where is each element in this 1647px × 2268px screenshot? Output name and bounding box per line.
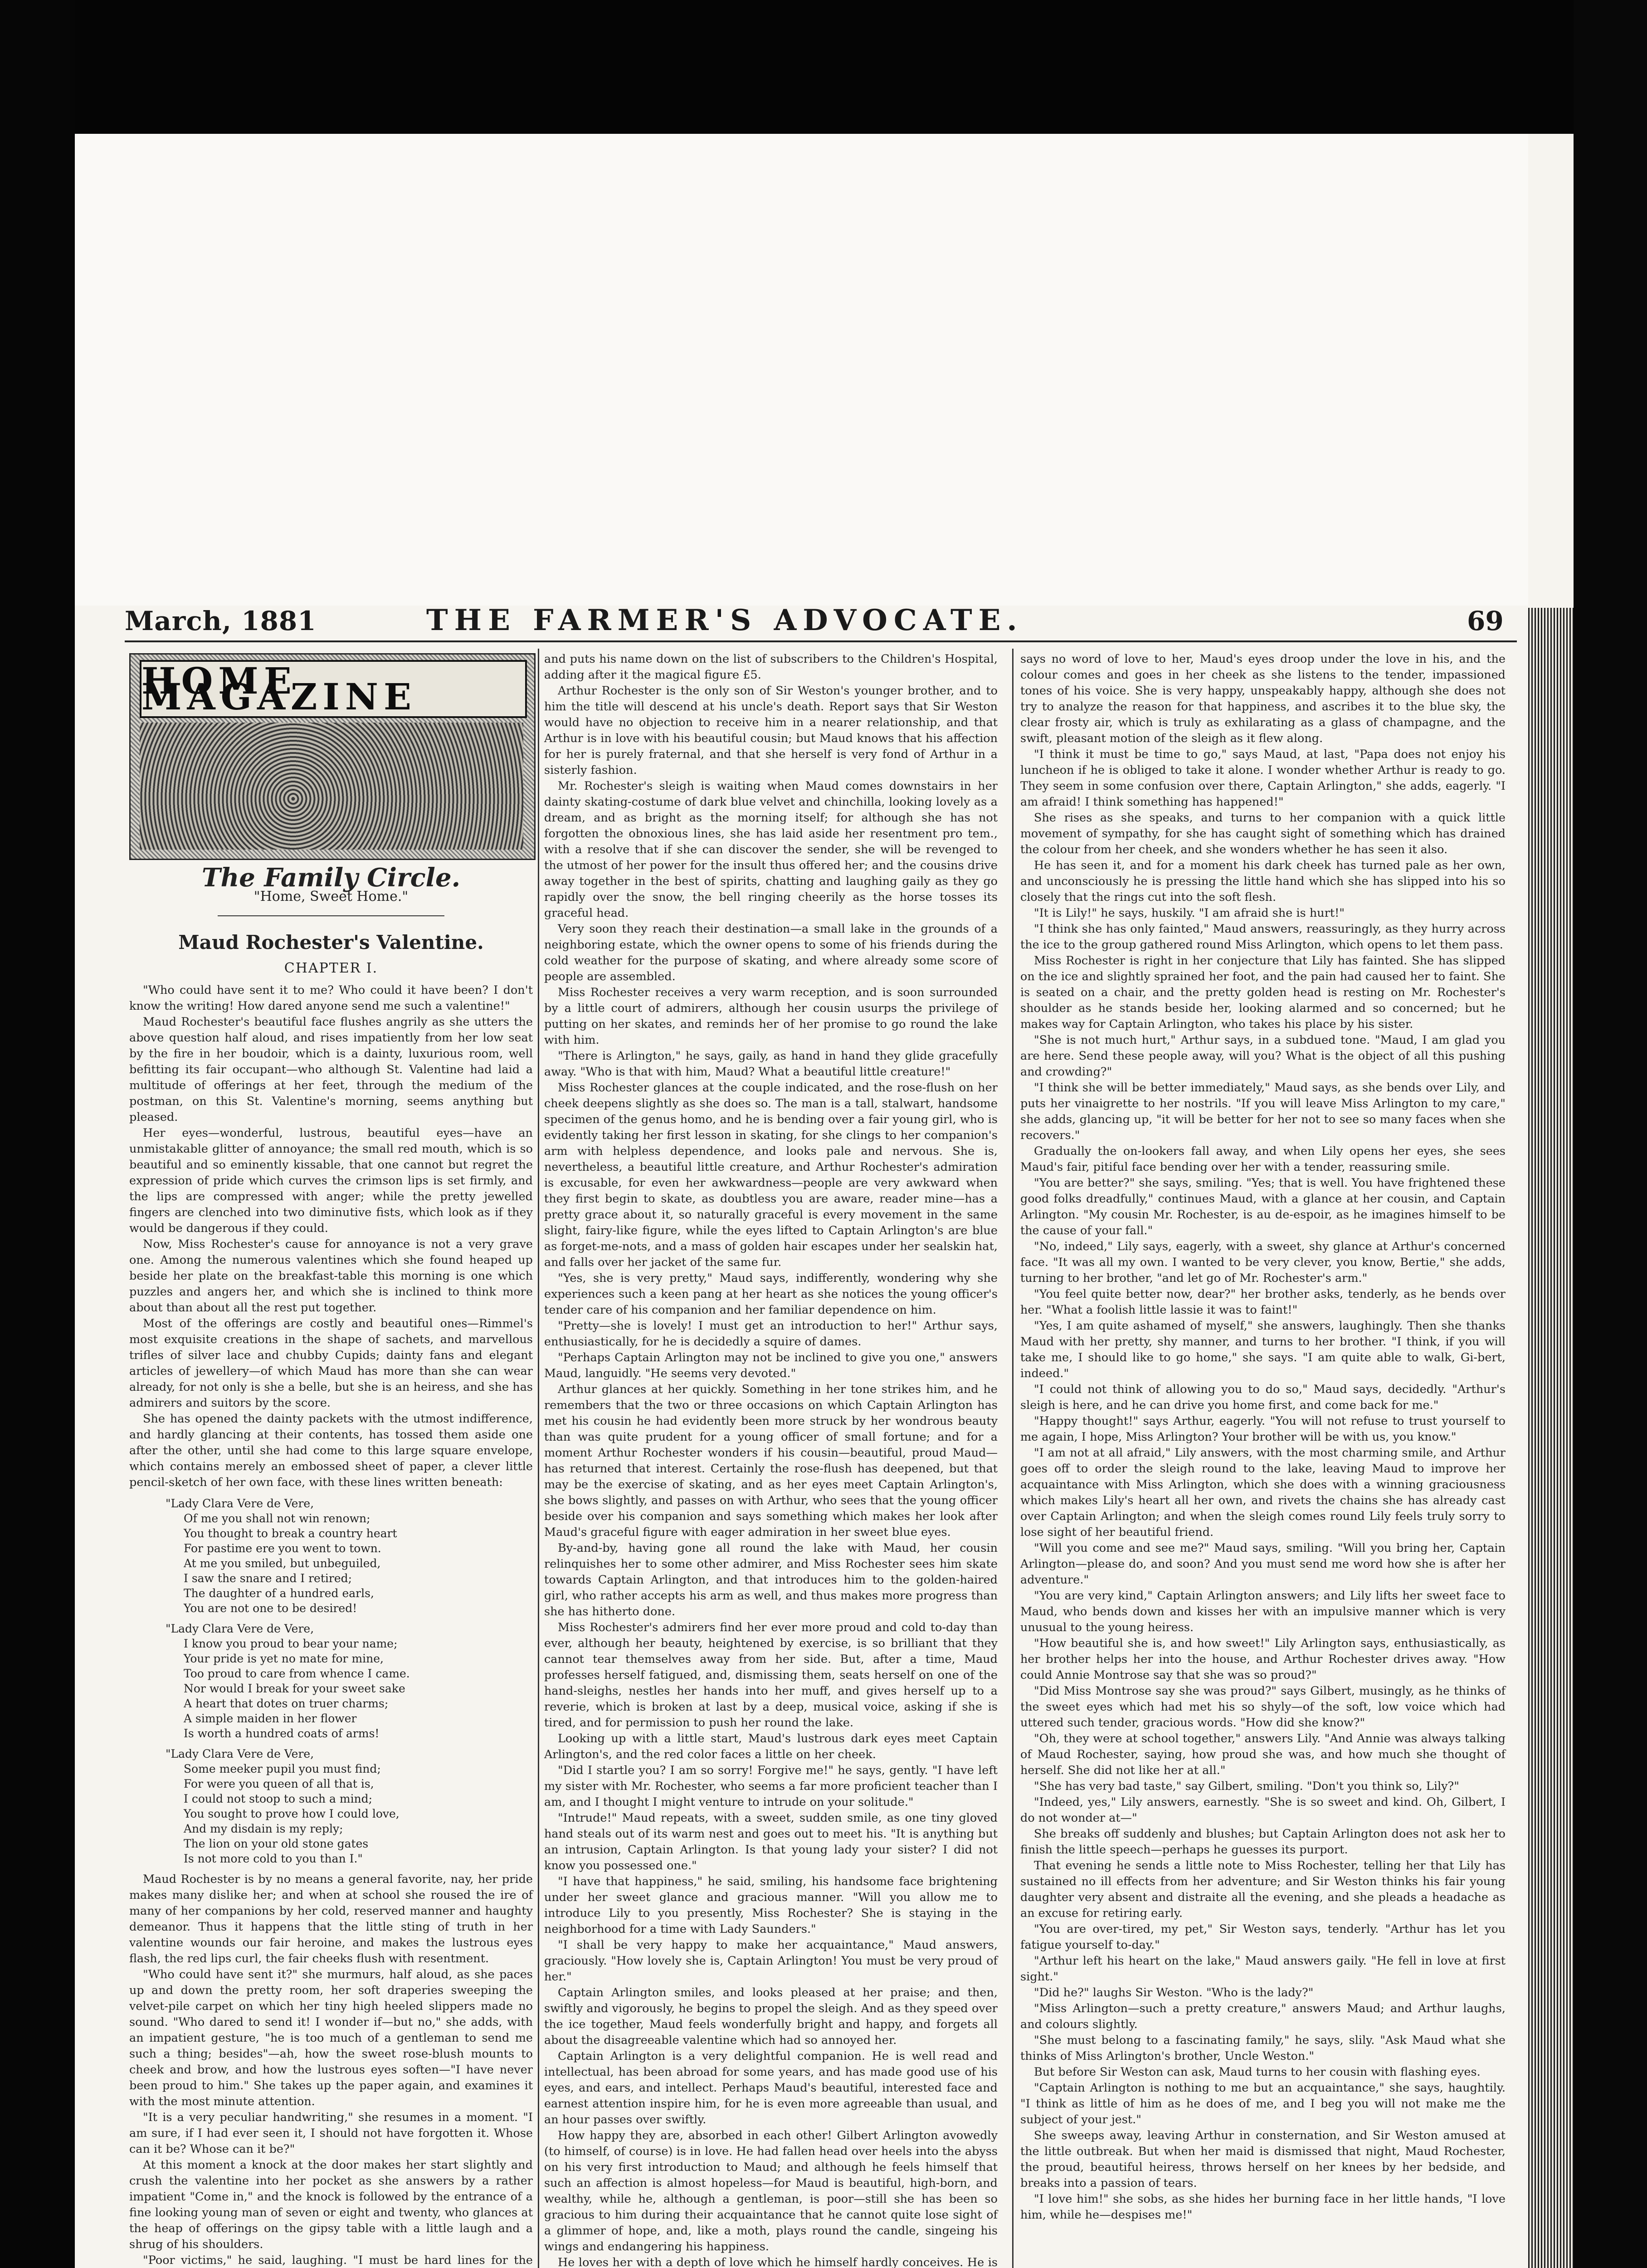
divider (218, 915, 444, 916)
paragraph: "I am not at all afraid," Lily answers, with the most charming smile, and Arthur goes off to order the sleigh round to the lake, leaving Maud to improve her acquaintance with Miss Arlington, which she does with a winning graciousness which makes Lily's heart all her own, and rivets the chains she has already cast over Captain Arlington; and when the sleigh comes round Lily feels truly sorry to lose sight of her beautiful friend. (1020, 1446, 1506, 1539)
chapter-heading: CHAPTER I. (284, 960, 378, 976)
paragraph: "I shall be very happy to make her acquaintance," Maud answers, graciously. "How lovely she is, Captain Arlington! You must be very proud of her." (544, 1938, 998, 1984)
paragraph: "She must belong to a fascinating family," he says, slily. "Ask Maud what she thinks of Miss Arlington's brother, Uncle Weston." (1020, 2033, 1506, 2063)
paragraph: "Oh, they were at school together," answers Lily. "And Annie was always talking of Maud Rochester, saying, how proud she was, and how much she thought of herself. She did not like her at all." (1020, 1732, 1506, 1777)
paragraph: "Captain Arlington is nothing to me but an acquaintance," she says, haughtily. "I think as little of him as he does of me, and I beg you will not make me the subject of your jest." (1020, 2081, 1506, 2126)
paragraph: "Did I startle you? I am so sorry! Forgive me!" he says, gently. "I have left my sister with Mr. Rochester, who seems a far more proficient teacher than I am, and I thought I might venture to intrude on your solitude." (544, 1764, 998, 1809)
paragraph: Looking up with a little start, Maud's lustrous dark eyes meet Captain Arlington's, and the red color faces a little on her cheek. (544, 1732, 998, 1761)
paragraph: "Arthur left his heart on the lake," Maud answers gaily. "He fell in love at first sight." (1020, 1954, 1506, 1984)
section-motto: "Home, Sweet Home." (253, 889, 409, 904)
paragraph: Most of the offerings are costly and beautiful ones—Rimmel's most exquisite creations in the shape of sachets, and marvellous trifles of silver lace and chubby Cupids; dainty fans and elegant articles of jewellery—of which Maud has more than she can wear already, for not only is she a belle, but she is an heiress, and she has admirers and suitors by the score. (129, 1317, 533, 1410)
verse-line: You thought to break a country heart (184, 1527, 397, 1540)
masthead-illustration (140, 723, 523, 850)
paragraph: Miss Rochester's admirers find her ever more proud and cold to-day than ever, although her beauty, heightened by exercise, is so brilliant that they cannot tear themselves away from her side. But, after a time, Maud professes herself fatigued, and, dismissing them, seats herself on one of the hand-sleighs, nestles her hands into her muff, and gives herself up to a reverie, which is broken at last by a deep, musical voice, asking if she is tired, and for permission to push her round the lake. (544, 1621, 998, 1730)
verse-line: You sought to prove how I could love, (184, 1807, 400, 1820)
paragraph: "There is Arlington," he says, gaily, as hand in hand they glide gracefully away. "Who is that with him, Maud? What a beautiful little creature!" (544, 1049, 998, 1079)
verse-line: The daughter of a hundred earls, (184, 1587, 374, 1600)
verse-line: You are not one to be desired! (184, 1602, 357, 1615)
paragraph: Captain Arlington is a very delightful companion. He is well read and intellectual, has been abroad for some years, and has made good use of his eyes, and ears, and intellect. Perhaps Maud's beautiful, interested face and earnest attention inspire him, for he is even more agreeable than usual, and an hour passes over swiftly. (544, 2049, 998, 2126)
verse-line: "Lady Clara Vere de Vere, (166, 1747, 314, 1760)
paragraph: "Pretty—she is lovely! I must get an introduction to her!" Arthur says, enthusiastically, for he is decidedly a squire of dames. (544, 1319, 998, 1349)
paragraph: "Happy thought!" says Arthur, eagerly. "You will not refuse to trust yourself to me again, I hope, Miss Arlington? Your brother will be with us, you know." (1020, 1414, 1506, 1444)
paragraph: "Miss Arlington—such a pretty creature," answers Maud; and Arthur laughs, and colours slightly. (1020, 2002, 1506, 2031)
column-1 (129, 649, 533, 2268)
book-spine-edge (1528, 608, 1574, 2268)
paragraph: Captain Arlington smiles, and looks pleased at her praise; and then, swiftly and vigorously, he begins to propel the sleigh. And as they speed over the ice together, Maud feels wonderfully bright and happy, and forgets all about the disagreeable valentine which had so annoyed her. (544, 1986, 998, 2047)
paragraph: "I could not think of allowing you to do so," Maud says, decidedly. "Arthur's sleigh is here, and he can drive you home first, and come back for me." (1020, 1383, 1506, 1412)
paragraph: "Will you come and see me?" Maud says, smiling. "Will you bring her, Captain Arlington—please do, and soon? And you must send me word how she is after her adventure." (1020, 1541, 1506, 1587)
paragraph: "Yes, I am quite ashamed of myself," she answers, laughingly. Then she thanks Maud with her pretty, shy manner, and turns to her brother. "I think, if you will take me, I should like to go home," she says. "I am quite able to walk, Gi-bert, indeed." (1020, 1319, 1506, 1380)
masthead-banner: HOME MAGAZINE (140, 660, 527, 718)
verse-line: Of me you shall not win renown; (184, 1512, 370, 1525)
paragraph: He loves her with a depth of love which he himself hardly conceives. He is (558, 2256, 998, 2268)
paragraph: Mr. Rochester's sleigh is waiting when Maud comes downstairs in her dainty skating-costume of dark blue velvet and chinchilla, looking lovely as a dream, and as bright as the morning itself; for although she has not forgotten the obnoxious lines, she has laid aside her resentment pro tem., with a resolve that if she can discover the sender, she will be revenged to the utmost of her power for the insult thus offered her; and the cousins drive away together in the best of spirits, chatting and laughing gaily as they go rapidly over the snow, the bell ringing cheerily as the horse tosses its graceful head. (544, 779, 998, 920)
paragraph: Miss Rochester glances at the couple indicated, and the rose-flush on her cheek deepens slightly as she does so. The man is a tall, stalwart, handsome specimen of the genus homo, and he is bending over a fair young girl, who is evidently taking her first lesson in skating, for she clings to her companion's arm with helpless dependence, and looks pale and nervous. She is, nevertheless, a beautiful little creature, and Arthur Rochester's admiration is excusable, for even her awkwardness—people are very awkward when they first begin to skate, as doubtless you are aware, reader mine—has a pretty grace about it, so naturally graceful is every movement in the same slight, fairy-like figure, while the eyes lifted to Captain Arlington's are blue as forget-me-nots, and a mass of golden hair escapes under her sealskin hat, and falls over her jacket of the same fur. (544, 1081, 998, 1269)
paragraph: and puts his name down on the list of subscribers to the Children's Hospital, adding after it the magical figure £5. (544, 652, 998, 682)
verse-line: "Lady Clara Vere de Vere, (166, 1622, 314, 1635)
paragraph: But before Sir Weston can ask, Maud turns to her cousin with flashing eyes. (1034, 2065, 1481, 2079)
microfilm-border-top (0, 0, 1647, 134)
paragraph: How happy they are, absorbed in each other! Gilbert Arlington avowedly (to himself, of course) is in love. He had fallen head over heels into the abyss on his very first introduction to Maud; and although he feels himself that such an affection is almost hopeless—for Maud is beautiful, high-born, and wealthy, while he, although a gentleman, is poor—still she has been so gracious to him during their acquaintance that he cannot quite lose sight of a glimmer of hope, and, like a moth, plays round the candle, singeing his wings and endangering his happiness. (544, 2129, 998, 2253)
paragraph: "I think she will be better immediately," Maud says, as she bends over Lily, and puts her vinaigrette to her nostrils. "If you will leave Miss Arlington to my care," she adds, glancing up, "it will be better for her not to see so many faces when she recovers." (1020, 1081, 1506, 1142)
paragraph: "Yes, she is very pretty," Maud says, indifferently, wondering why she experiences such a keen pang at her heart as she notices the young officer's tender care of his companion and her familiar dependence on him. (544, 1271, 998, 1317)
paragraph: That evening he sends a little note to Miss Rochester, telling her that Lily has sustained no ill effects from her adventure; and Sir Weston thinks his fair young daughter very absent and distraite all the evening, and she pleads a headache as an excuse for retiring early. (1020, 1859, 1506, 1920)
paragraph: "It is a very peculiar handwriting," she resumes in a moment. "I am sure, if I had ever seen it, I should not have forgotten it. Whose can it be? Whose can it be?" (129, 2111, 533, 2156)
paragraph: She sweeps away, leaving Arthur in consternation, and Sir Weston amused at the little outbreak. But when her maid is dismissed that night, Maud Rochester, the proud, beautiful heiress, throws herself on her knees by her bedside, and breaks into a passion of tears. (1020, 2129, 1506, 2190)
verse-line: Is not more cold to you than I." (184, 1852, 363, 1865)
paragraph: Gradually the on-lookers fall away, and when Lily opens her eyes, she sees Maud's fair, pitiful face bending over her with a tender, reassuring smile. (1020, 1144, 1506, 1174)
paragraph: She rises as she speaks, and turns to her companion with a quick little movement of sympathy, for she has caught sight of something which has drained the colour from her cheek, and she wonders whether he has seen it also. (1020, 811, 1506, 856)
paragraph: At this moment a knock at the door makes her start slightly and crush the valentine into her pocket as she answers by a rather impatient "Come in," and the knock is followed by the entrance of a fine looking young man of seven or eight and twenty, who glances at the heap of offerings on the gipsy table with a little laugh and a shrug of his shoulders. (129, 2158, 533, 2251)
paragraph: Arthur Rochester is the only son of Sir Weston's younger brother, and to him the title will descend at his uncle's death. Report says that Sir Weston would have no objection to receive him in a nearer relationship, and that Arthur is in love with his beautiful cousin; but Maud knows that his affection for her is purely fraternal, and that she herself is very fond of Arthur in a sisterly fashion. (544, 684, 998, 777)
paragraph: She breaks off suddenly and blushes; but Captain Arlington does not ask her to finish the little speech—perhaps he guesses its purport. (1020, 1827, 1506, 1857)
paragraph: "Did Miss Montrose say she was proud?" says Gilbert, musingly, as he thinks of the sweet eyes which had met his so shyly—of the soft, low voice which had uttered such tender, gracious words. "How did she know?" (1020, 1684, 1506, 1730)
paragraph: She has opened the dainty packets with the utmost indifference, and hardly glancing at their contents, has tossed them aside one after the other, until she had come to this large square envelope, which contains merely an embossed sheet of paper, a clever little pencil-sketch of her own face, with these lines written beneath: (129, 1412, 533, 1489)
verse-line: At me you smiled, but unbeguiled, (184, 1557, 381, 1570)
paragraph: Miss Rochester receives a very warm reception, and is soon surrounded by a little court of admirers, although her cousin usurps the privilege of putting on her skates, and reminds her of her promise to go round the lake with him. (544, 986, 998, 1047)
paragraph: "She is not much hurt," Arthur says, in a subdued tone. "Maud, I am glad you are here. Send these people away, will you? What is the object of all this pushing and crowding?" (1020, 1033, 1506, 1079)
paragraph: "Perhaps Captain Arlington may not be inclined to give you one," answers Maud, languidly. "He seems very devoted." (544, 1351, 998, 1380)
verse-line: Your pride is yet no mate for mine, (184, 1652, 384, 1665)
verse-line: For pastime ere you went to town. (184, 1542, 381, 1555)
microfilm-border-left (0, 0, 75, 2268)
verse-line: A heart that dotes on truer charms; (184, 1697, 389, 1710)
verse-line: For were you queen of all that is, (184, 1777, 374, 1790)
story-title: Maud Rochester's Valentine. (178, 931, 484, 953)
poem-stanza-1 (166, 1496, 533, 1616)
microfilm-border-right (1574, 0, 1647, 2268)
home-magazine-masthead (129, 653, 536, 860)
paragraph: "I have that happiness," he said, smiling, his handsome face brightening under her sweet glance and gracious manner. "Will you allow me to introduce Lily to you presently, Miss Rochester? She is staying in the neighborhood for a time with Lady Saunders." (544, 1875, 998, 1936)
paragraph: "I think she has only fainted," Maud answers, reassuringly, as they hurry across the ice to the group gathered round Miss Arlington, which opens to let them pass. (1020, 922, 1506, 952)
paragraph: Arthur glances at her quickly. Something in her tone strikes him, and he remembers that the two or three occasions on which Captain Arlington has met his cousin he had evidently been more struck by her wondrous beauty than was quite prudent for a young officer of small fortune; and for a moment Arthur Rochester wonders if his cousin—beautiful, proud Maud—has returned that interest. Certainly the rose-flush has deepened, but that may be the exercise of skating, and as her eyes meet Captain Arlington's, she bows slightly, and passes on with Arthur, who sees that the young officer beside over his companion and says something which makes her look after Maud's graceful figure with eager admiration in her sweet blue eyes. (544, 1383, 998, 1539)
verse-line: The lion on your old stone gates (184, 1837, 369, 1850)
section-title: The Family Circle. (201, 863, 461, 893)
page-number: 69 (1467, 606, 1504, 636)
paragraph: He has seen it, and for a moment his dark cheek has turned pale as her own, and unconsciously he is pressing the little hand which she has slipped into his so closely that the rings cut into the soft flesh. (1020, 859, 1506, 904)
header-rule (125, 640, 1517, 642)
paragraph: "I think it must be time to go," says Maud, at last, "Papa does not enjoy his luncheon if he is obliged to take it alone. I wonder whether Arthur is ready to go. They seem in some confusion over there, Captain Arlington," she adds, eagerly. "I am afraid! I think something has happened!" (1020, 748, 1506, 809)
paragraph: "No, indeed," Lily says, eagerly, with a sweet, shy glance at Arthur's concerned face. "It was all my own. I wanted to be very clever, you know, Bertie," she adds, turning to her brother, "and let go of Mr. Rochester's arm." (1020, 1240, 1506, 1285)
poem-stanza-3 (166, 1746, 533, 1866)
paragraph: "Intrude!" Maud repeats, with a sweet, sudden smile, as one tiny gloved hand steals out of its warm nest and goes out to meet his. "It is anything but an intrusion, Captain Arlington. Is that young lady your sister? I did not know you possessed one." (544, 1811, 998, 1872)
verse-line: Nor would I break for your sweet sake (184, 1682, 405, 1695)
paragraph: "She has very bad taste," say Gilbert, smiling. "Don't you think so, Lily?" (1034, 1779, 1459, 1793)
header-date: March, 1881 (125, 606, 317, 636)
verse-line: Is worth a hundred coats of arms! (184, 1727, 380, 1740)
paragraph: "Who could have sent it?" she murmurs, half aloud, as she paces up and down the pretty room, her soft draperies sweeping the velvet-pile carpet on which her tiny high heeled slippers made no sound. "Who dared to send it! I wonder if—but no," she adds, with an impatient gesture, "he is too much of a gentleman to send me such a thing; besides"—ah, how the sweet rose-blush mounts to cheek and brow, and how the lustrous eyes soften—"I have never been proud to him." She takes up the paper again, and examines it with the most minute attention. (129, 1968, 533, 2108)
paragraph: "You feel quite better now, dear?" her brother asks, tenderly, as he bends over her. "What a foolish little lassie it was to faint!" (1020, 1287, 1506, 1317)
paragraph: "Poor victims," he said, laughing. "I must be hard lines for the (143, 2253, 533, 2267)
paragraph: Now, Miss Rochester's cause for annoyance is not a very grave one. Among the numerous valentines which she found heaped up beside her plate on the breakfast-table this morning is one which puzzles and angers her, and which she is inclined to think more about than about all the rest put together. (129, 1237, 533, 1315)
verse-line: Some meeker pupil you must find; (184, 1762, 381, 1775)
paragraph: Her eyes—wonderful, lustrous, beautiful eyes—have an unmistakable glitter of annoyance; the small red mouth, which is so beautiful and so eminently kissable, that one cannot but regret the expression of pride which curves the crimson lips is set firmly, and the lips are compressed with anger; while the pretty jewelled fingers are clenched into two diminutive fists, which look as if they would be dangerous if they could. (129, 1126, 533, 1235)
paragraph: "Did he?" laughs Sir Weston. "Who is the lady?" (1034, 1986, 1314, 1999)
column-rule-2 (1012, 649, 1014, 2268)
paragraph: "Who could have sent it to me? Who could it have been? I don't know the writing! How dared anyone send me such a valentine!" (129, 983, 533, 1013)
paragraph: "Indeed, yes," Lily answers, earnestly. "She is so sweet and kind. Oh, Gilbert, I do not wonder at—" (1020, 1795, 1506, 1825)
paragraph: says no word of love to her, Maud's eyes droop under the love in his, and the colour comes and goes in her cheek as she listens to the tender, impassioned tones of his voice. She is very happy, unspeakably happy, although she does not try to analyze the reason for that happiness, and ascribes it to the blue sky, the clear frosty air, which is truly as exhilarating as a glass of champagne, and the swift, pleasant motion of the sleigh as it flew along. (1020, 652, 1506, 745)
column-2 (544, 651, 998, 2268)
column-rule-1 (538, 649, 539, 2268)
paragraph: "You are better?" she says, smiling. "Yes; that is well. You have frightened these good folks dreadfully," continues Maud, with a glance at her cousin, and Captain Arlington. "My cousin Mr. Rochester, is au de-espoir, as he imagines himself to be the cause of your fall." (1020, 1176, 1506, 1237)
verse-line: And my disdain is my reply; (184, 1822, 343, 1835)
verse-line: I saw the snare and I retired; (184, 1572, 352, 1585)
verse-line: "Lady Clara Vere de Vere, (166, 1497, 314, 1510)
verse-line: A simple maiden in her flower (184, 1712, 357, 1725)
column-3 (1020, 651, 1506, 2223)
newspaper-title: THE FARMER'S ADVOCATE. (426, 603, 1023, 637)
blank-upper-page (75, 134, 1528, 606)
verse-line: Too proud to care from whence I came. (184, 1667, 410, 1680)
paragraph: "It is Lily!" he says, huskily. "I am afraid she is hurt!" (1034, 906, 1345, 920)
paragraph: "I love him!" she sobs, as she hides her burning face in her little hands, "I love him, while he—despises me!" (1020, 2192, 1506, 2222)
paragraph: Very soon they reach their destination—a small lake in the grounds of a neighboring estate, which the owner opens to some of his friends during the cold weather for the purpose of skating, and where already some score of people are assembled. (544, 922, 998, 983)
verse-line: I know you proud to bear your name; (184, 1637, 398, 1650)
paragraph: By-and-by, having gone all round the lake with Maud, her cousin relinquishes her to some other admirer, and Miss Rochester sees him skate towards Captain Arlington, and that introduces him to the golden-haired girl, who rather accepts his arm as well, and thus makes more progress than she has hitherto done. (544, 1541, 998, 1618)
paragraph: "You are very kind," Captain Arlington answers; and Lily lifts her sweet face to Maud, who bends down and kisses her with an impulsive manner which is very unusual to the young heiress. (1020, 1589, 1506, 1634)
poem-stanza-2 (166, 1621, 533, 1741)
paragraph: "How beautiful she is, and how sweet!" Lily Arlington says, enthusiastically, as her brother helps her into the house, and Arthur Rochester drives away. "How could Annie Montrose say that she was so proud?" (1020, 1637, 1506, 1682)
paragraph: Miss Rochester is right in her conjecture that Lily has fainted. She has slipped on the ice and slightly sprained her foot, and the pain had caused her to faint. She is seated on a chair, and the pretty golden head is resting on Mr. Rochester's shoulder as he stands beside her, looking alarmed and so concerned; but he makes way for Captain Arlington, who takes his place by his sister. (1020, 954, 1506, 1031)
paragraph: Maud Rochester is by no means a general favorite, nay, her pride makes many dislike her; and when at school she roused the ire of many of her companions by her cold, reserved manner and haughty demeanor. Thus it happens that the little sting of truth in her valentine wounds our fair heroine, and makes the lustrous eyes flash, the red lips curl, the fair cheeks flush with resentment. (129, 1872, 533, 1965)
verse-line: I could not stoop to such a mind; (184, 1792, 373, 1805)
paragraph: "You are over-tired, my pet," Sir Weston says, tenderly. "Arthur has let you fatigue yourself to-day." (1020, 1922, 1506, 1952)
paragraph: Maud Rochester's beautiful face flushes angrily as she utters the above question half aloud, and rises impatiently from her low seat by the fire in her boudoir, which is a dainty, luxurious room, well befitting its fair occupant—who although St. Valentine had laid a multitude of offerings at her feet, through the medium of the postman, on this St. Valentine's morning, seems anything but pleased. (129, 1015, 533, 1124)
